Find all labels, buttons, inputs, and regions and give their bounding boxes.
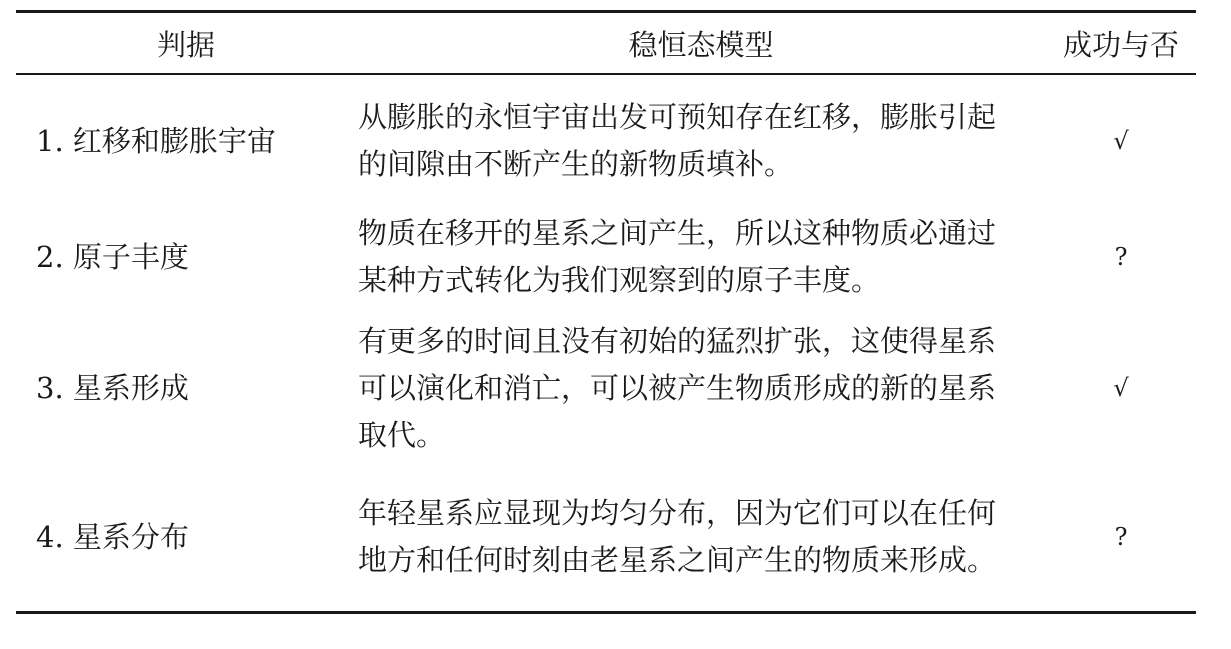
table-row — [16, 463, 1196, 613]
steady-state-criteria-table-container — [16, 10, 1196, 614]
steady-state-criteria-table — [16, 10, 1196, 614]
cell-result: ? — [1114, 522, 1128, 551]
table-row — [16, 313, 1196, 463]
cell-judgment: 2. 原子丰度 — [36, 239, 189, 274]
cell-result: √ — [1113, 126, 1129, 155]
cell-result: √ — [1113, 373, 1129, 402]
cell-judgment: 3. 星系形成 — [36, 370, 189, 405]
cell-model: 物质在移开的星系之间产生，所以这种物质必通过某种方式转化为我们观察到的原子丰度。 — [358, 216, 997, 297]
cell-model: 有更多的时间且没有初始的猛烈扩张，这使得星系可以演化和消亡，可以被产生物质形成的新的星系取代。 — [358, 323, 997, 452]
header-result: 成功与否 — [1062, 27, 1179, 62]
table-header-row — [16, 12, 1196, 75]
header-judgment: 判据 — [156, 27, 215, 62]
table-row — [16, 201, 1196, 313]
cell-result: ? — [1114, 242, 1128, 271]
table-row — [16, 74, 1196, 201]
header-model: 稳恒态模型 — [628, 27, 774, 62]
cell-judgment: 4. 星系分布 — [36, 519, 189, 554]
cell-judgment: 1. 红移和膨胀宇宙 — [36, 123, 276, 158]
cell-model: 年轻星系应显现为均匀分布，因为它们可以在任何地方和任何时刻由老星系之间产生的物质来形成。 — [358, 496, 997, 577]
cell-model: 从膨胀的永恒宇宙出发可预知存在红移，膨胀引起的间隙由不断产生的新物质填补。 — [358, 100, 997, 181]
